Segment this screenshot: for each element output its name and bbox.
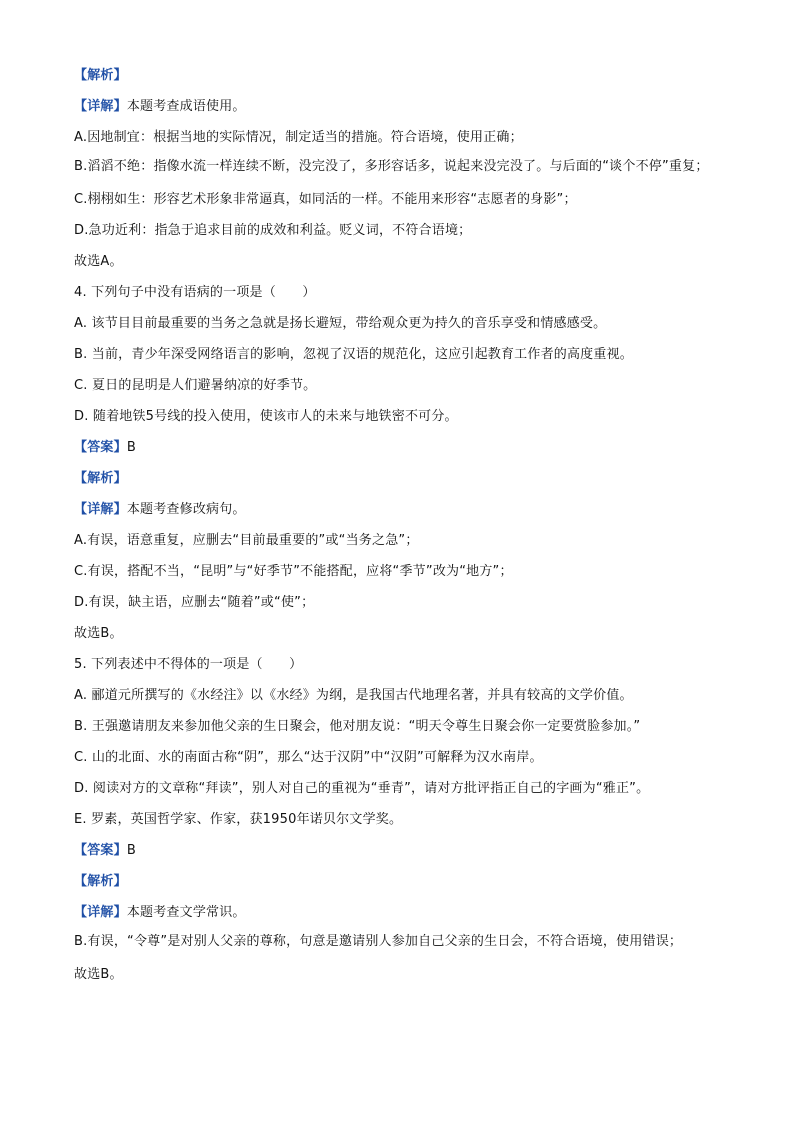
answer-tag: 【答案】: [74, 440, 127, 455]
q3-explanation-c: C.栩栩如生：形容艺术形象非常逼真，如同活的一样。不能用来形容“志愿者的身影”；: [74, 192, 577, 207]
q5-conclusion: 故选B。: [74, 967, 123, 982]
q5-explanation-b: B.有误，“令尊”是对别人父亲的尊称，句意是邀请别人参加自己父亲的生日会，不符合语境，使用错误；: [74, 934, 683, 949]
q4-stem: 4. 下列句子中没有语病的一项是（ ）: [74, 285, 316, 300]
q4-option-a: A. 该节目目前最重要的当务之急就是扬长避短，带给观众更为持久的音乐享受和情感感受。: [74, 316, 607, 331]
q5-analysis-heading: [74, 866, 714, 897]
q3-detail-line: [74, 91, 714, 122]
q4-answer-line: [74, 432, 714, 463]
q4-explanation-a: A.有误，语意重复，应删去“目前最重要的”或“当务之急”；: [74, 533, 419, 548]
q3-analysis-heading: [74, 60, 714, 91]
q5-option-e: E. 罗素，英国哲学家、作家，获1950年诺贝尔文学奖。: [74, 812, 403, 827]
q4-analysis-heading: [74, 463, 714, 494]
analysis-tag: 【解析】: [74, 471, 127, 486]
answer-tag: 【答案】: [74, 843, 127, 858]
detail-tag: 【详解】: [74, 905, 127, 920]
detail-text: 本题考查成语使用。: [126, 99, 246, 114]
q3-explanation-b: B.滔滔不绝：指像水流一样连续不断，没完没了，多形容话多，说起来没完没了。与后面的“谈个不停”重复；: [74, 159, 709, 174]
q4-detail-line: [74, 494, 714, 525]
q5-stem: 5. 下列表述中不得体的一项是（ ）: [74, 657, 303, 672]
analysis-tag: 【解析】: [74, 874, 127, 889]
document-content: [74, 60, 714, 990]
q5-detail-line: [74, 897, 714, 928]
q3-explanation-d: D.急功近利：指急于追求目前的成效和利益。贬义词，不符合语境；: [74, 223, 472, 238]
q3-conclusion: 故选A。: [74, 254, 123, 269]
q3-explanation-a: A.因地制宜：根据当地的实际情况，制定适当的措施。符合语境，使用正确；: [74, 130, 523, 145]
q5-option-d: D. 阅读对方的文章称“拜读”，别人对自己的重视为“垂青”，请对方批评指正自己的字画为“雅正”。: [74, 781, 650, 796]
analysis-tag: 【解析】: [74, 68, 127, 83]
detail-text: 本题考查文学常识。: [126, 905, 246, 920]
detail-tag: 【详解】: [74, 502, 127, 517]
q4-option-c: C. 夏日的昆明是人们避暑纳凉的好季节。: [74, 378, 317, 393]
answer-value: B: [126, 440, 136, 455]
q4-explanation-c: C.有误，搭配不当，“昆明”与“好季节”不能搭配，应将“季节”改为“地方”；: [74, 564, 513, 579]
q4-explanation-d: D.有误，缺主语，应删去“随着”或“使”；: [74, 595, 315, 610]
q4-option-b: B. 当前，青少年深受网络语言的影响，忽视了汉语的规范化，这应引起教育工作者的高度重视。: [74, 347, 633, 362]
q4-option-d: D. 随着地铁5号线的投入使用，使该市人的未来与地铁密不可分。: [74, 409, 458, 424]
q5-option-b: B. 王强邀请朋友来参加他父亲的生日聚会，他对朋友说：“明天令尊生日聚会你一定要赏脸参加。”: [74, 719, 641, 734]
q4-conclusion: 故选B。: [74, 626, 123, 641]
answer-value: B: [126, 843, 136, 858]
q5-answer-line: [74, 835, 714, 866]
detail-text: 本题考查修改病句。: [126, 502, 246, 517]
q5-option-a: A. 郦道元所撰写的《水经注》以《水经》为纲，是我国古代地理名著，并具有较高的文学价值。: [74, 688, 633, 703]
q5-option-c: C. 山的北面、水的南面古称“阴”，那么“达于汉阴”中“汉阴”可解释为汉水南岸。: [74, 750, 543, 765]
detail-tag: 【详解】: [74, 99, 127, 114]
